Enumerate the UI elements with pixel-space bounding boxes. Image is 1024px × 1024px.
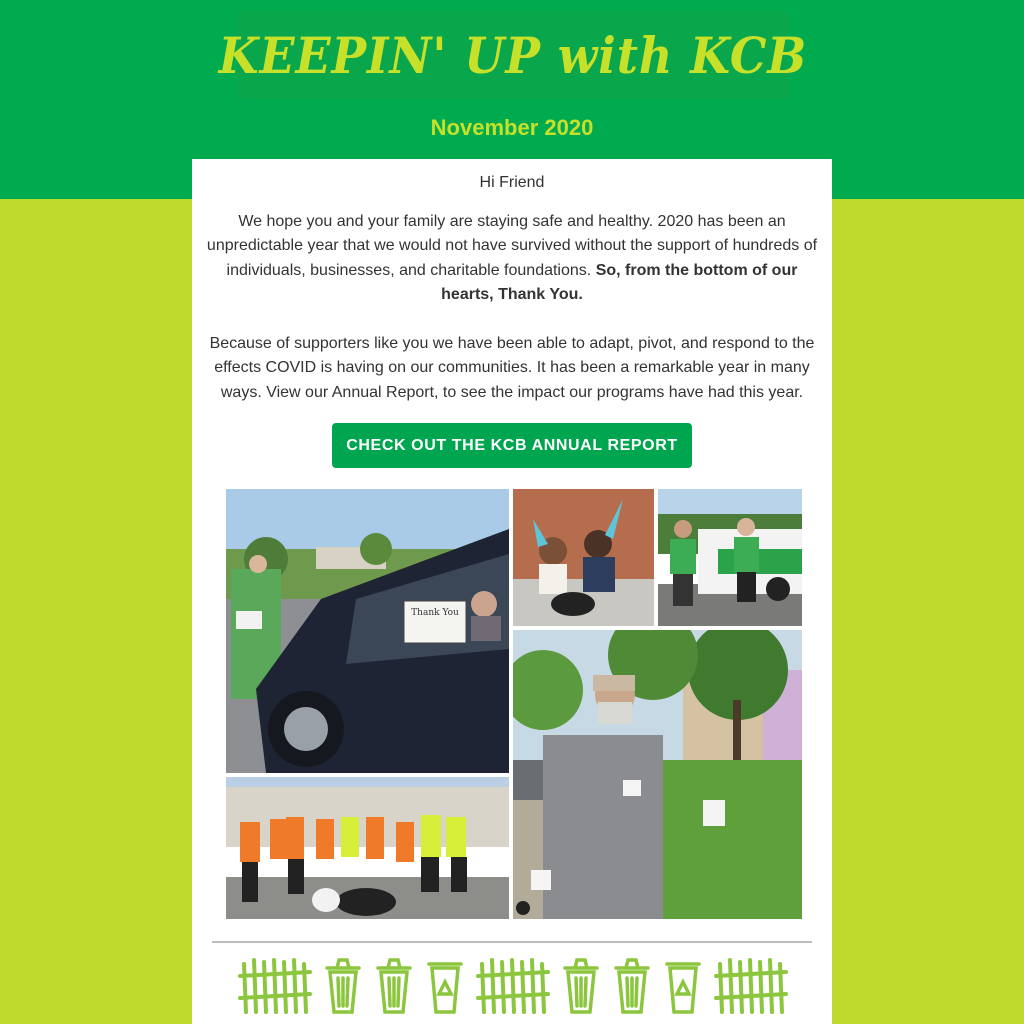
photo-car-thank-you <box>226 489 509 773</box>
issue-date: November 2020 <box>430 115 594 140</box>
photo-collage <box>226 489 802 919</box>
intro-text: We hope you and your family are staying safe and healthy. 2020 has been an unpredictable year that we would not have survived without the support of hundreds of individuals, businesses, and charitable foundations. <box>206 213 818 279</box>
sign-text: Thank You <box>411 608 459 618</box>
annual-report-paragraph: Because of supporters like you we have been able to adapt, pivot, and respond to the effects COVID is having on our communities. It has been a remarkable year in many ways. View our Annual Report, to see the impact our programs have had this year. <box>209 335 815 401</box>
photo-group-cleanup <box>226 777 509 919</box>
newsletter-card <box>192 159 832 1024</box>
fence-icon <box>476 954 550 1016</box>
recycle-bin-icon <box>663 954 703 1016</box>
photo-tree-planting <box>513 630 802 919</box>
photo-kids-gloves <box>513 489 654 626</box>
trash-can-icon <box>612 954 652 1016</box>
logo-text: KEEPIN' UP with KCB <box>218 25 807 85</box>
annual-report-button[interactable]: CHECK OUT THE KCB ANNUAL REPORT <box>332 423 692 468</box>
fence-icon <box>714 954 788 1016</box>
greeting: Hi Friend <box>479 174 545 191</box>
trash-can-icon <box>323 954 363 1016</box>
footer-icon-row <box>238 954 788 1024</box>
fence-icon <box>238 954 312 1016</box>
newsletter-logo <box>218 11 807 99</box>
intro-paragraph <box>204 210 820 307</box>
trash-can-icon <box>561 954 601 1016</box>
recycle-bin-icon <box>425 954 465 1016</box>
thank-you-text: So, from the bottom of our hearts, Thank You. <box>441 261 798 303</box>
trash-can-icon <box>374 954 414 1016</box>
photo-truck-volunteers <box>658 489 802 626</box>
divider <box>212 941 812 943</box>
